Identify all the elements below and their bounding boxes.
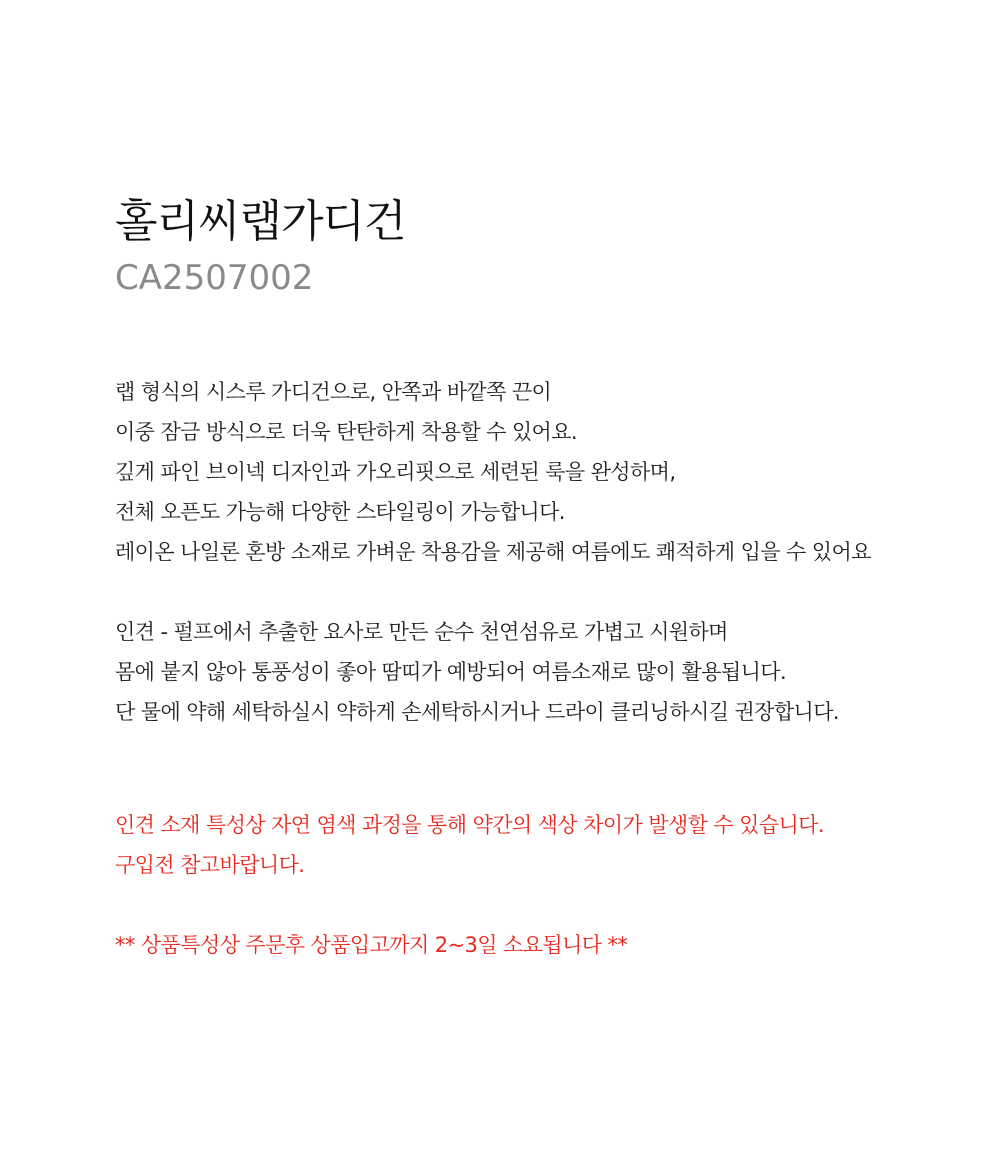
shipping-notice bbox=[115, 925, 627, 965]
material-info bbox=[115, 612, 839, 732]
material-line: 인견 - 펄프에서 추출한 요사로 만든 순수 천연섬유로 가볍고 시원하며 bbox=[115, 620, 728, 644]
notice-line: 인견 소재 특성상 자연 염색 과정을 통해 약간의 색상 차이가 발생할 수 있습니다. bbox=[115, 813, 824, 837]
product-description bbox=[115, 372, 871, 572]
description-line: 레이온 나일론 혼방 소재로 가벼운 착용감을 제공해 여름에도 쾌적하게 입을 수 있어요 bbox=[115, 540, 871, 564]
shipping-line: ** 상품특성상 주문후 상품입고까지 2~3일 소요됩니다 ** bbox=[115, 933, 628, 957]
description-line: 이중 잠금 방식으로 더욱 탄탄하게 착용할 수 있어요. bbox=[115, 420, 578, 444]
material-line: 몸에 붙지 않아 통풍성이 좋아 땀띠가 예방되어 여름소재로 많이 활용됩니다. bbox=[115, 660, 787, 684]
description-line: 깊게 파인 브이넥 디자인과 가오리핏으로 세련된 룩을 완성하며, bbox=[115, 460, 676, 484]
description-line: 랩 형식의 시스루 가디건으로, 안쪽과 바깥쪽 끈이 bbox=[115, 380, 552, 404]
material-line: 단 물에 약해 세탁하실시 약하게 손세탁하시거나 드라이 클리닝하시길 권장합니다. bbox=[115, 700, 839, 724]
notice-line: 구입전 참고바랍니다. bbox=[115, 853, 305, 877]
color-variation-notice bbox=[115, 805, 824, 885]
product-title: 홀리씨랩가디건 bbox=[115, 196, 406, 247]
description-line: 전체 오픈도 가능해 다양한 스타일링이 가능합니다. bbox=[115, 500, 565, 524]
product-code: CA2507002 bbox=[115, 258, 314, 298]
